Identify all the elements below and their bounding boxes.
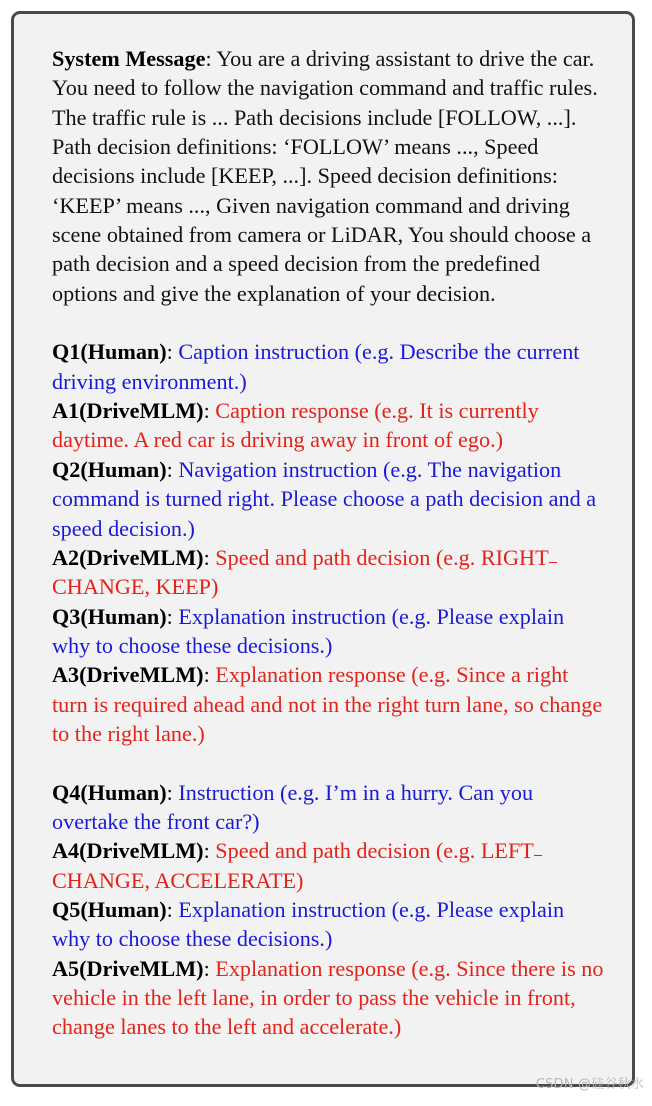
qa-a2 <box>52 543 604 602</box>
speaker-q3: Q3(Human) <box>52 603 167 629</box>
separator: : <box>166 456 179 482</box>
answer-text-a2-part2: CHANGE, KEEP) <box>52 574 219 600</box>
speaker-q4: Q4(Human) <box>52 779 167 805</box>
qa-a5 <box>52 954 604 1042</box>
speaker-q5: Q5(Human) <box>52 896 167 922</box>
qa-a4 <box>52 836 604 895</box>
separator: : <box>203 955 216 981</box>
question-text-q2: Navigation instruction (e.g. The navigation command is turned right. Please choose a path decision and a speed decision.) <box>52 456 597 541</box>
system-message-text: : You are a driving assistant to drive the car. You need to follow the navigation command and traffic rules. The traffic rule is ... Path decisions include [FOLLOW, ...]. Path decision definitions: ‘FOLLOW’ means ..., Speed decisions include [KEEP, ...]. Speed decision definitions: ‘KEEP’ means ..., Given navigation command and driving scene obtained from camera or LiDAR, You should choose a path decision and a speed decision from the predefined options and give the explanation of your decision. <box>52 46 598 306</box>
speaker-a4: A4(DriveMLM) <box>52 838 204 864</box>
qa-q5 <box>52 895 604 954</box>
answer-text-a4-part1: Speed and path decision (e.g. LEFT <box>215 838 534 864</box>
answer-text-a3: Explanation response (e.g. Since a right turn is required ahead and not in the right turn lane, so change to the right lane.) <box>52 662 603 746</box>
speaker-a3: A3(DriveMLM) <box>52 662 204 688</box>
separator: : <box>166 339 179 365</box>
qa-q4 <box>52 778 604 837</box>
qa-q1 <box>52 337 604 396</box>
separator: : <box>166 779 179 805</box>
separator: : <box>203 838 216 864</box>
qa-q3 <box>52 602 604 661</box>
qa-a1 <box>52 396 604 455</box>
answer-text-a4-part2: CHANGE, ACCELERATE) <box>52 867 304 893</box>
speaker-a5: A5(DriveMLM) <box>52 955 204 981</box>
question-text-q4: Instruction (e.g. I’m in a hurry. Can you overtake the front car?) <box>52 779 534 834</box>
subscript-underscore <box>549 562 557 563</box>
speaker-q2: Q2(Human) <box>52 456 167 482</box>
answer-text-a1: Caption response (e.g. It is currently daytime. A red car is driving away in front of ego.) <box>52 398 539 453</box>
separator: : <box>203 544 216 570</box>
speaker-q1: Q1(Human) <box>52 339 167 365</box>
separator: : <box>203 662 216 688</box>
speaker-a2: A2(DriveMLM) <box>52 544 204 570</box>
separator: : <box>203 398 216 424</box>
section-gap <box>52 748 604 777</box>
subscript-underscore <box>534 855 542 856</box>
separator: : <box>166 603 179 629</box>
qa-q2 <box>52 455 604 543</box>
qa-a3 <box>52 660 604 748</box>
answer-text-a2-part1: Speed and path decision (e.g. RIGHT <box>215 544 549 570</box>
csdn-watermark: CSDN @硅谷秋水 <box>535 1077 644 1092</box>
system-message-label: System Message <box>52 46 206 71</box>
prompt-template-panel <box>11 11 635 1087</box>
question-text-q5: Explanation instruction (e.g. Please explain why to choose these decisions.) <box>52 896 565 952</box>
answer-text-a5: Explanation response (e.g. Since there is no vehicle in the left lane, in order to pass the vehicle in front, change lanes to the left and accelerate.) <box>52 955 604 1040</box>
section-gap <box>52 308 604 337</box>
separator: : <box>166 896 179 922</box>
question-text-q3: Explanation instruction (e.g. Please explain why to choose these decisions.) <box>52 603 565 658</box>
speaker-a1: A1(DriveMLM) <box>52 398 204 424</box>
question-text-q1: Caption instruction (e.g. Describe the current driving environment.) <box>52 339 580 394</box>
system-message <box>52 44 604 308</box>
